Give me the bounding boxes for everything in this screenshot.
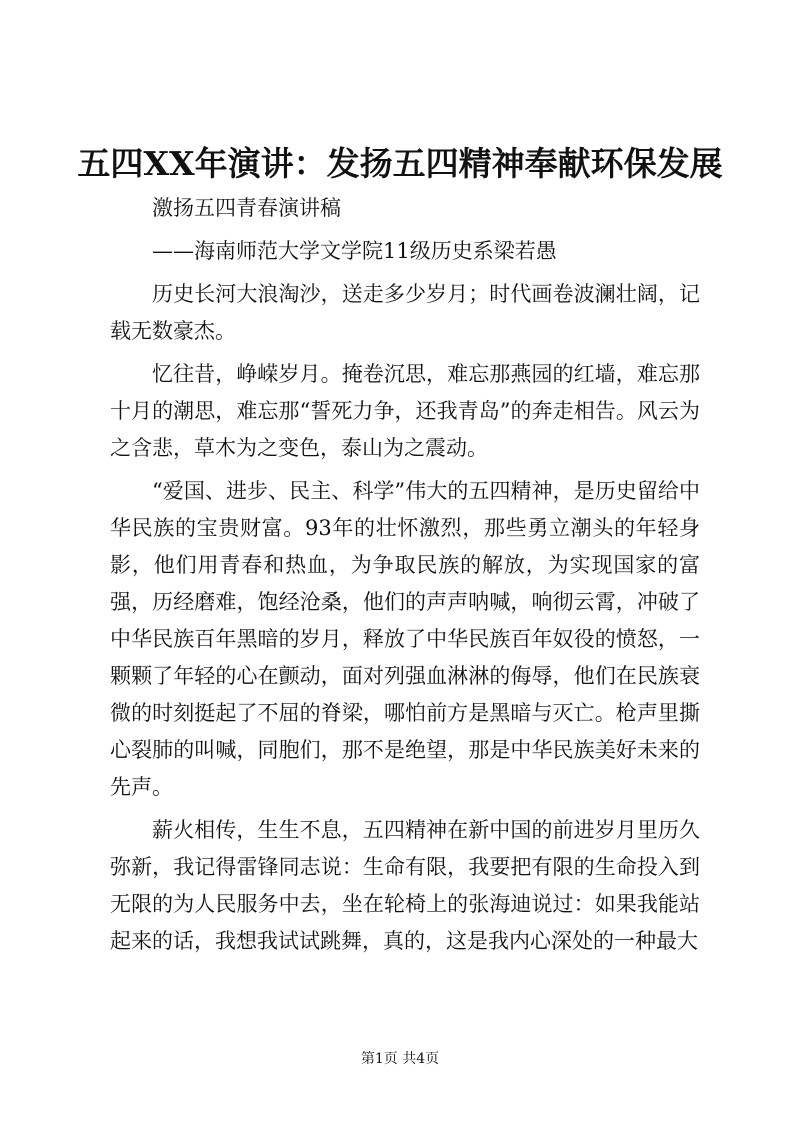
body-paragraph: 忆往昔，峥嵘岁月。掩卷沉思，难忘那燕园的红墙，难忘那十月的潮思，难忘那“誓死力争，还我青岛”的奔走相告。风云为之含悲，草木为之变色，泰山为之震动。	[110, 362, 700, 460]
document-body	[110, 190, 700, 966]
page-footer: 第1页 共4页	[360, 1051, 440, 1067]
author-paragraph: ——海南师范大学文学院11级历史系梁若愚	[152, 239, 557, 263]
document-title: 五四XX年演讲：发扬五四精神奉献环保发展	[77, 144, 723, 183]
subtitle-paragraph: 激扬五四青春演讲稿	[152, 196, 341, 220]
body-paragraph: “爱国、进步、民主、科学”伟大的五四精神，是历史留给中华民族的宝贵财富。93年的壮怀激烈，那些勇立潮头的年轻身影，他们用青春和热血，为争取民族的解放，为实现国家的富强，历经磨难，饱经沧桑，他们的声声呐喊，响彻云霄，冲破了中华民族百年黑暗的岁月，释放了中华民族百年奴役的愤怒，一颗颗了年轻的心在颤动，面对列强血淋淋的侮辱，他们在民族衰微的时刻挺起了不屈的脊梁，哪怕前方是黑暗与灭亡。枪声里撕心裂肺的叫喊，同胞们，那不是绝望，那是中华民族美好未来的先声。	[110, 479, 700, 799]
body-paragraph: 薪火相传，生生不息，五四精神在新中国的前进岁月里历久弥新，我记得雷锋同志说：生命有限，我要把有限的生命投入到无限的为人民服务中去，坐在轮椅上的张海迪说过：如果我能站起来的话，我想我试试跳舞，真的，这是我内心深处的一种最大	[110, 818, 700, 953]
body-paragraph: 历史长河大浪淘沙，送走多少岁月；时代画卷波澜壮阔，记载无数豪杰。	[110, 282, 700, 343]
